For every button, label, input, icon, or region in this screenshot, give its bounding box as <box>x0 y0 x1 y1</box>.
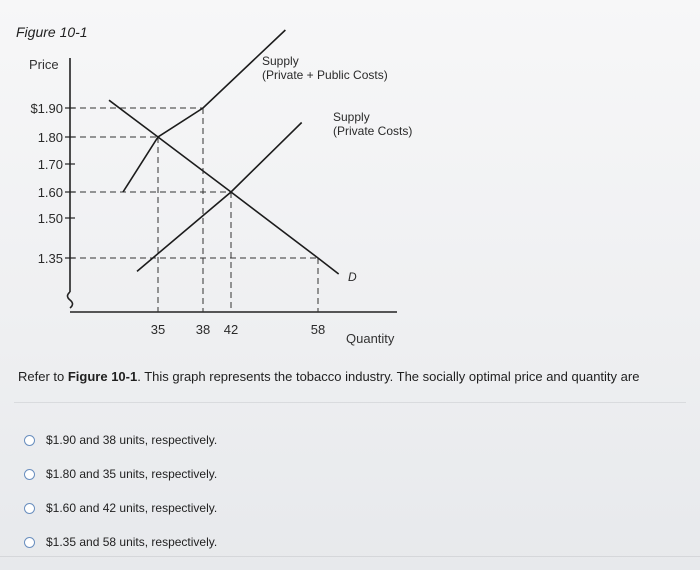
answer-option-1[interactable] <box>24 428 217 452</box>
radio-button[interactable] <box>24 537 35 548</box>
demand-curve <box>109 100 339 274</box>
answer-options <box>24 428 217 564</box>
question-text: Refer to Figure 10-1. This graph represents the tobacco industry. The socially optimal price and quantity are <box>18 369 640 384</box>
quantity-tick-label: 42 <box>223 322 239 337</box>
answer-option-2[interactable] <box>24 462 217 486</box>
social-supply-label: Supply <box>262 54 299 68</box>
radio-button[interactable] <box>24 469 35 480</box>
figure-reference: Figure 10-1 <box>67 369 138 384</box>
answer-option-3[interactable] <box>24 496 217 520</box>
price-tick-label: 1.80 <box>37 130 63 145</box>
radio-button[interactable] <box>24 503 35 514</box>
answer-label: $1.90 and 38 units, respectively. <box>46 433 218 447</box>
price-tick-label: 1.35 <box>37 251 63 266</box>
answer-label: $1.80 and 35 units, respectively. <box>46 467 218 481</box>
quantity-tick-label: 58 <box>310 322 326 337</box>
private-supply-label: Supply <box>333 110 370 124</box>
answer-option-4[interactable] <box>24 530 217 554</box>
private-supply-curve <box>137 123 302 272</box>
axis-break-mark <box>68 292 73 308</box>
y-axis-title: Price <box>29 57 59 72</box>
price-tick-label: 1.70 <box>37 157 63 172</box>
private-supply-label: (Private Costs) <box>333 124 413 138</box>
price-tick-label: 1.60 <box>37 185 63 200</box>
price-tick-label: 1.50 <box>37 211 63 226</box>
separator <box>14 402 686 403</box>
radio-button[interactable] <box>24 435 35 446</box>
answer-label: $1.35 and 58 units, respectively. <box>46 535 218 549</box>
figure-title: Figure 10-1 <box>16 24 88 40</box>
quantity-tick-label: 35 <box>150 322 166 337</box>
price-tick-label: $1.90 <box>30 101 63 116</box>
answer-label: $1.60 and 42 units, respectively. <box>46 501 218 515</box>
divider <box>0 556 700 557</box>
social-supply-label: (Private + Public Costs) <box>262 68 388 82</box>
x-axis-title: Quantity <box>346 331 395 346</box>
quantity-tick-label: 38 <box>195 322 211 337</box>
demand-label: D <box>348 270 357 284</box>
